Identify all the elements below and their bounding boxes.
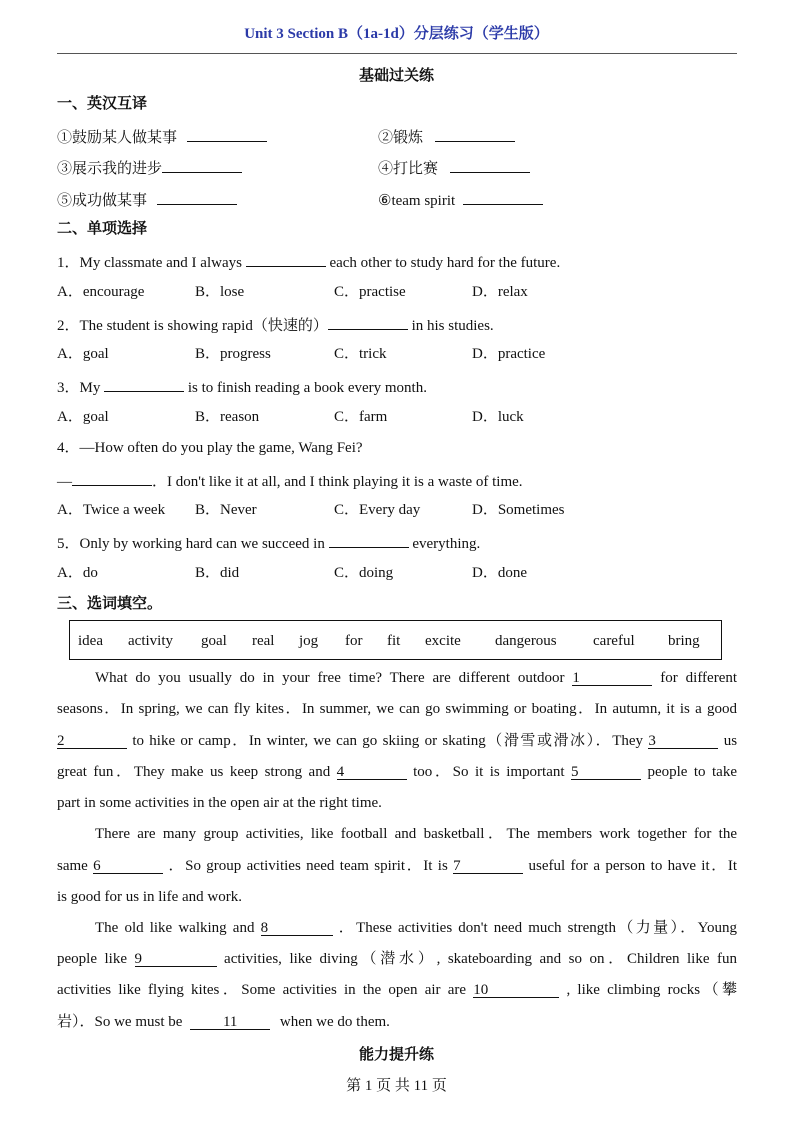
translate-item-3 [57, 156, 242, 179]
passage-text: What do you usually do in your free time? There are different outdoor [95, 670, 565, 686]
question-text: 1．My classmate and I always [57, 255, 242, 271]
question-text: 3．My [57, 380, 101, 396]
passage-text: people like [57, 951, 127, 967]
q4-option-d[interactable]: D．Sometimes [472, 502, 565, 518]
word-bank-item: for [345, 633, 363, 649]
q1-option-c[interactable]: C．practise [334, 284, 406, 300]
passage-line [57, 856, 737, 876]
passage-text: activities like flying kites．Some activities in the open air are [57, 982, 467, 998]
section2-title: 二、单项选择 [57, 221, 148, 237]
item-text: ①鼓励某人做某事 [57, 130, 178, 146]
question-text: 2．The student is showing rapid（快速的） [57, 318, 328, 334]
word-bank-item: dangerous [495, 633, 557, 649]
cloze-blank-8[interactable]: 8 [261, 918, 333, 936]
passage-text: useful for a person to have it．It [528, 858, 737, 874]
question-1 [57, 250, 560, 273]
word-bank-item: jog [299, 633, 319, 649]
q2-option-d[interactable]: D．practice [472, 346, 546, 362]
passage-text: 岩）．So we must be [57, 1014, 183, 1030]
passage-line: There are many group activities, like football and basketball．The members work together for the [95, 826, 737, 842]
section3-title: 三、选词填空。 [57, 596, 163, 612]
answer-blank[interactable] [72, 469, 152, 486]
advanced-practice-title: 能力提升练 [358, 1047, 434, 1063]
document-title: Unit 3 Section B（1a-1d）分层练习（学生版） [244, 26, 549, 42]
passage-text: The old like walking and [95, 920, 255, 936]
item-text: ⑤成功做某事 [57, 193, 148, 209]
translate-item-1 [57, 125, 267, 148]
section1-title: 一、英汉互译 [57, 96, 148, 112]
q2-option-b[interactable]: B．progress [195, 346, 271, 362]
passage-line: seasons．In spring, we can fly kites．In summer, we can go swimming or boating．In autumn, it is a good [57, 701, 737, 717]
word-bank-item: excite [425, 633, 461, 649]
word-bank-item: idea [78, 633, 103, 649]
q3-option-b[interactable]: B．reason [195, 409, 260, 425]
cloze-blank-10[interactable]: 10 [473, 980, 559, 998]
question-text: everything. [412, 536, 481, 552]
translate-item-5 [57, 188, 237, 211]
cloze-blank-4[interactable]: 4 [337, 762, 407, 780]
cloze-blank-7[interactable]: 7 [453, 856, 523, 874]
header-divider [57, 53, 737, 54]
question-4: 4．—How often do you play the game, Wang Fei? [57, 440, 363, 456]
q1-option-a[interactable]: A．encourage [57, 284, 145, 300]
answer-blank[interactable] [246, 250, 326, 267]
basic-practice-title: 基础过关练 [358, 68, 434, 84]
q3-option-c[interactable]: C．farm [334, 409, 388, 425]
passage-text: for different [660, 670, 738, 686]
cloze-blank-9[interactable]: 9 [135, 949, 217, 967]
passage-line: is good for us in life and work. [57, 889, 242, 905]
cloze-blank-5[interactable]: 5 [571, 762, 641, 780]
passage-text: to hike or camp．In winter, we can go skiing or skating（滑雪或滑冰）．They [132, 733, 644, 749]
q4-option-c[interactable]: C．Every day [334, 502, 421, 518]
passage-line [57, 668, 737, 688]
passage-text: same [57, 858, 88, 874]
item-text: ②锻炼 [378, 130, 424, 146]
question-text: ．I don't like it at all, and I think playing it is a waste of time. [152, 474, 523, 490]
answer-blank[interactable] [157, 188, 237, 205]
page-number: 第 1 页 共 11 页 [346, 1078, 447, 1094]
translate-item-2 [378, 125, 515, 148]
answer-blank[interactable] [187, 125, 267, 142]
item-text: ⑥team spirit [378, 193, 456, 209]
passage-text: activities, like diving（潜水）, skateboarding and so on．Children like fun [224, 951, 738, 967]
cloze-blank-2[interactable]: 2 [57, 731, 127, 749]
q3-option-d[interactable]: D．luck [472, 409, 524, 425]
answer-blank[interactable] [329, 531, 409, 548]
passage-text: people to take [647, 764, 737, 780]
cloze-blank-3[interactable]: 3 [648, 731, 718, 749]
passage-line [57, 980, 737, 1000]
q5-option-a[interactable]: A．do [57, 565, 98, 581]
passage-text: ．So group activities need team spirit．It is [168, 858, 448, 874]
question-3 [57, 375, 427, 398]
passage-line [57, 762, 737, 782]
item-text: ③展示我的进步 [57, 161, 163, 177]
passage-line [57, 949, 737, 969]
passage-text: when we do them. [279, 1014, 390, 1030]
word-bank-item: bring [668, 633, 700, 649]
word-bank-item: real [252, 633, 275, 649]
passage-line [57, 1012, 737, 1032]
word-bank-item: activity [128, 633, 173, 649]
question-text: — [57, 474, 72, 490]
q5-option-d[interactable]: D．done [472, 565, 527, 581]
passage-line [57, 918, 737, 938]
q2-option-c[interactable]: C．trick [334, 346, 387, 362]
answer-blank[interactable] [450, 156, 530, 173]
passage-line [57, 731, 737, 751]
cloze-blank-6[interactable]: 6 [93, 856, 163, 874]
question-5 [57, 531, 480, 554]
translate-item-6 [378, 188, 543, 211]
q5-option-c[interactable]: C．doing [334, 565, 394, 581]
question-text: each other to study hard for the future. [329, 255, 561, 271]
q1-option-b[interactable]: B．lose [195, 284, 245, 300]
passage-line: part in some activities in the open air at the right time. [57, 795, 382, 811]
word-bank-item: goal [201, 633, 227, 649]
cloze-blank-11[interactable]: 11 [190, 1012, 270, 1030]
q2-option-a[interactable]: A．goal [57, 346, 109, 362]
passage-text: , like climbing rocks（攀 [566, 982, 738, 998]
question-text: in his studies. [411, 318, 494, 334]
answer-blank[interactable] [104, 375, 184, 392]
answer-blank[interactable] [435, 125, 515, 142]
word-bank-item: careful [593, 633, 635, 649]
translate-item-4 [378, 156, 530, 179]
word-bank [69, 620, 722, 660]
question-2 [57, 313, 494, 336]
passage-text: ．These activities don't need much strength（力量）．Young [338, 920, 738, 936]
question-text: 5．Only by working hard can we succeed in [57, 536, 325, 552]
question-text: is to finish reading a book every month. [187, 380, 427, 396]
answer-blank[interactable] [162, 156, 242, 173]
item-text: ④打比赛 [378, 161, 439, 177]
passage-text: us [723, 733, 738, 749]
q3-option-a[interactable]: A．goal [57, 409, 109, 425]
question-4-response [57, 469, 523, 492]
passage-text: too．So it is important [413, 764, 565, 780]
q4-option-a[interactable]: A．Twice a week [57, 502, 166, 518]
passage-text: great fun．They make us keep strong and [57, 764, 331, 780]
answer-blank[interactable] [463, 188, 543, 205]
q4-option-b[interactable]: B．Never [195, 502, 257, 518]
cloze-blank-1[interactable]: 1 [572, 668, 652, 686]
answer-blank[interactable] [328, 313, 408, 330]
word-bank-item: fit [387, 633, 401, 649]
q5-option-b[interactable]: B．did [195, 565, 240, 581]
q1-option-d[interactable]: D．relax [472, 284, 528, 300]
